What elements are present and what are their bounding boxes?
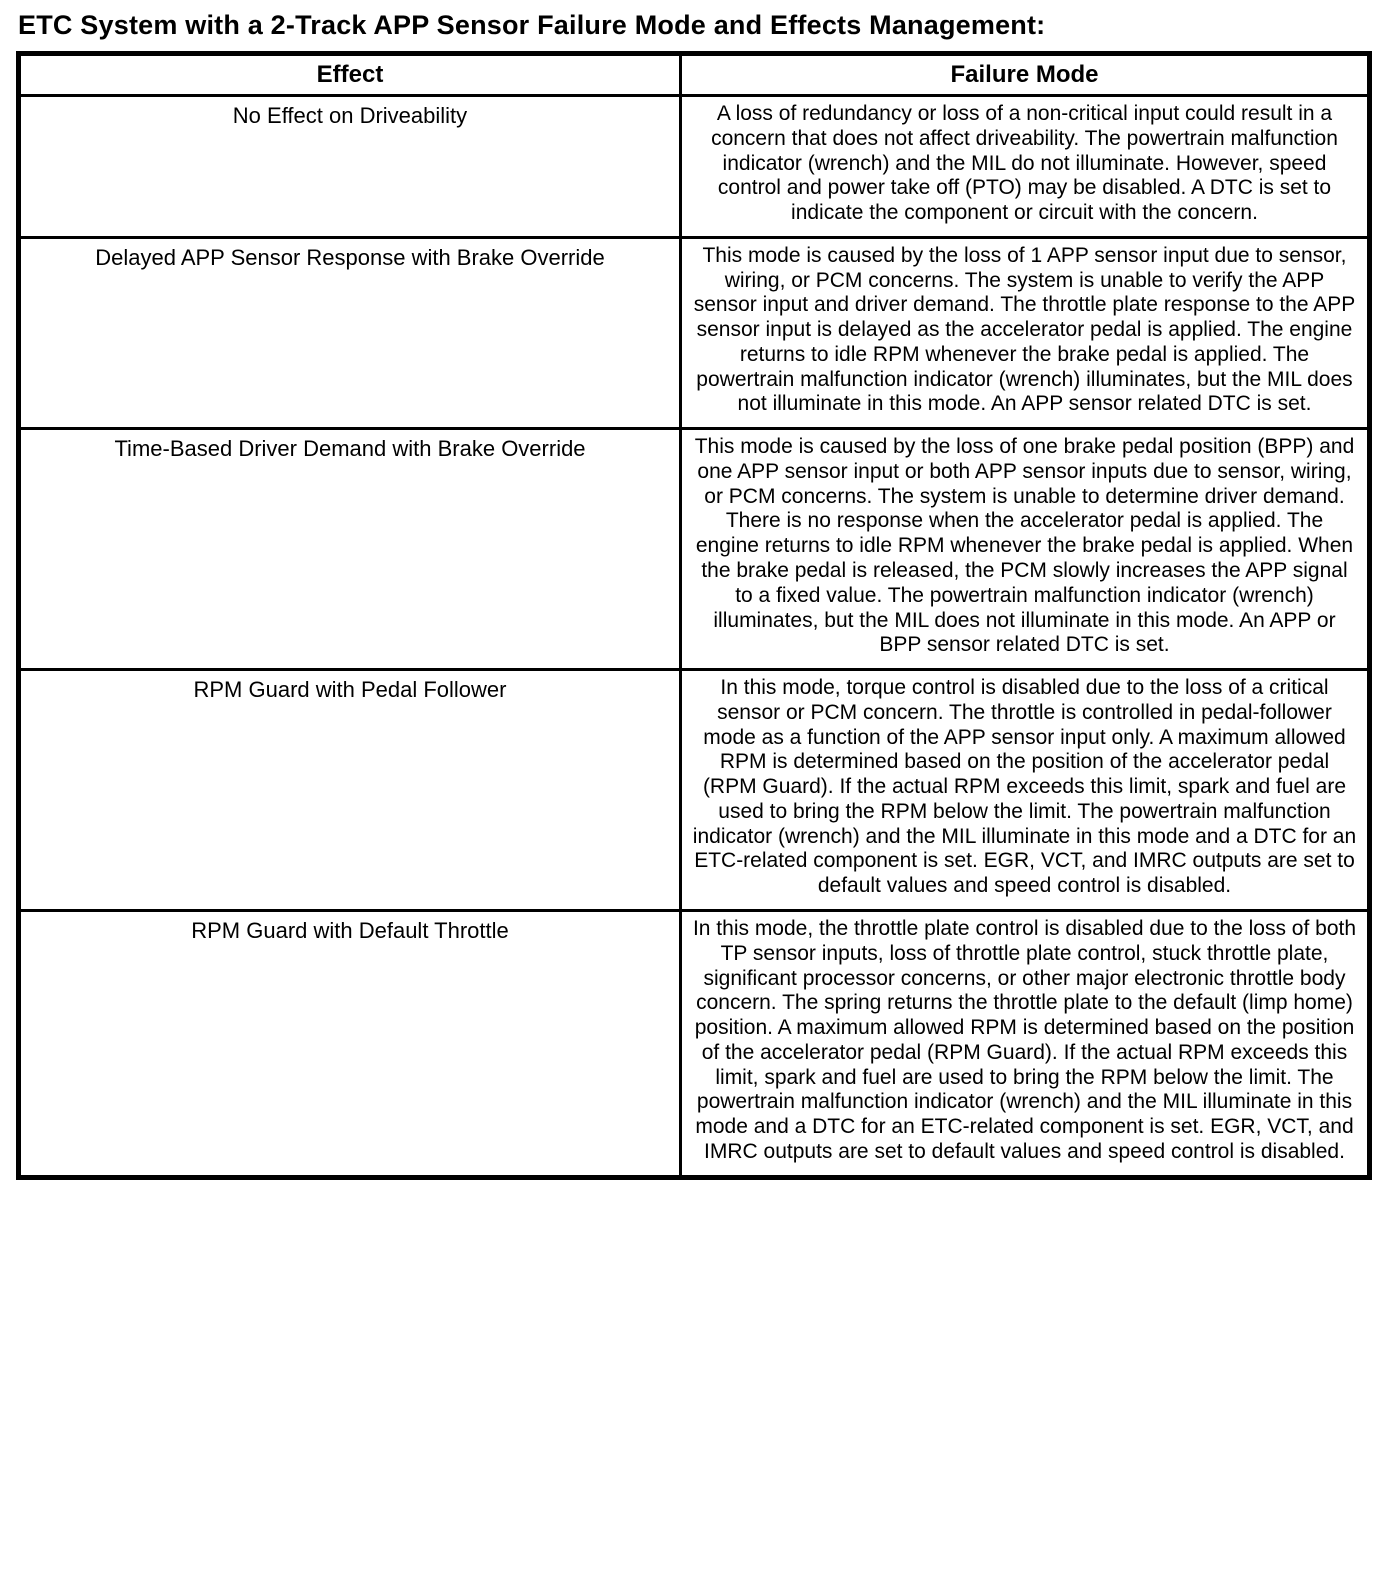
failure-mode-cell: This mode is caused by the loss of one brake pedal position (BPP) and one APP sensor input or both APP sensor inputs due to sensor, wiring, or PCM concerns. The system is unable to determine driver demand. There is no response when the accelerator pedal is applied. The engine returns to idle RPM whenever the brake pedal is applied. When the brake pedal is released, the PCM slowly increases the APP signal to a fixed value. The powertrain malfunction indicator (wrench) illuminates, but the MIL does not illuminate in this mode. An APP or BPP sensor related DTC is set. [680,429,1369,670]
table-row [19,910,1370,1177]
effect-column-header: Effect [19,54,681,96]
effect-cell: Delayed APP Sensor Response with Brake Override [19,237,681,428]
failure-mode-cell: In this mode, torque control is disabled due to the loss of a critical sensor or PCM concern. The throttle is controlled in pedal-follower mode as a function of the APP sensor input only. A maximum allowed RPM is determined based on the position of the accelerator pedal (RPM Guard). If the actual RPM exceeds this limit, spark and fuel are used to bring the RPM below the limit. The powertrain malfunction indicator (wrench) and the MIL illuminate in this mode and a DTC for an ETC-related component is set. EGR, VCT, and IMRC outputs are set to default values and speed control is disabled. [680,670,1369,911]
failure-mode-cell: In this mode, the throttle plate control is disabled due to the loss of both TP sensor inputs, loss of throttle plate control, stuck throttle plate, significant processor concerns, or other major electronic throttle body concern. The spring returns the throttle plate to the default (limp home) position. A maximum allowed RPM is determined based on the position of the accelerator pedal (RPM Guard). If the actual RPM exceeds this limit, spark and fuel are used to bring the RPM below the limit. The powertrain malfunction indicator (wrench) and the MIL illuminate in this mode and a DTC for an ETC-related component is set. EGR, VCT, and IMRC outputs are set to default values and speed control is disabled. [680,910,1369,1177]
page-title: ETC System with a 2-Track APP Sensor Failure Mode and Effects Management: [18,10,1046,40]
table-header-row [19,54,1370,96]
effect-cell: Time-Based Driver Demand with Brake Override [19,429,681,670]
table-row [19,237,1370,428]
table-row [19,670,1370,911]
failure-mode-cell: A loss of redundancy or loss of a non-critical input could result in a concern that does not affect driveability. The powertrain malfunction indicator (wrench) and the MIL do not illuminate. However, speed control and power take off (PTO) may be disabled. A DTC is set to indicate the component or circuit with the concern. [680,96,1369,238]
failure-mode-cell: This mode is caused by the loss of 1 APP sensor input due to sensor, wiring, or PCM concerns. The system is unable to verify the APP sensor input and driver demand. The throttle plate response to the APP sensor input is delayed as the accelerator pedal is applied. The engine returns to idle RPM whenever the brake pedal is applied. The powertrain malfunction indicator (wrench) illuminates, but the MIL does not illuminate in this mode. An APP sensor related DTC is set. [680,237,1369,428]
table-row [19,96,1370,238]
fmea-table [16,51,1372,1180]
table-row [19,429,1370,670]
effect-cell: No Effect on Driveability [19,96,681,238]
failure-mode-column-header: Failure Mode [680,54,1369,96]
effect-cell: RPM Guard with Pedal Follower [19,670,681,911]
effect-cell: RPM Guard with Default Throttle [19,910,681,1177]
